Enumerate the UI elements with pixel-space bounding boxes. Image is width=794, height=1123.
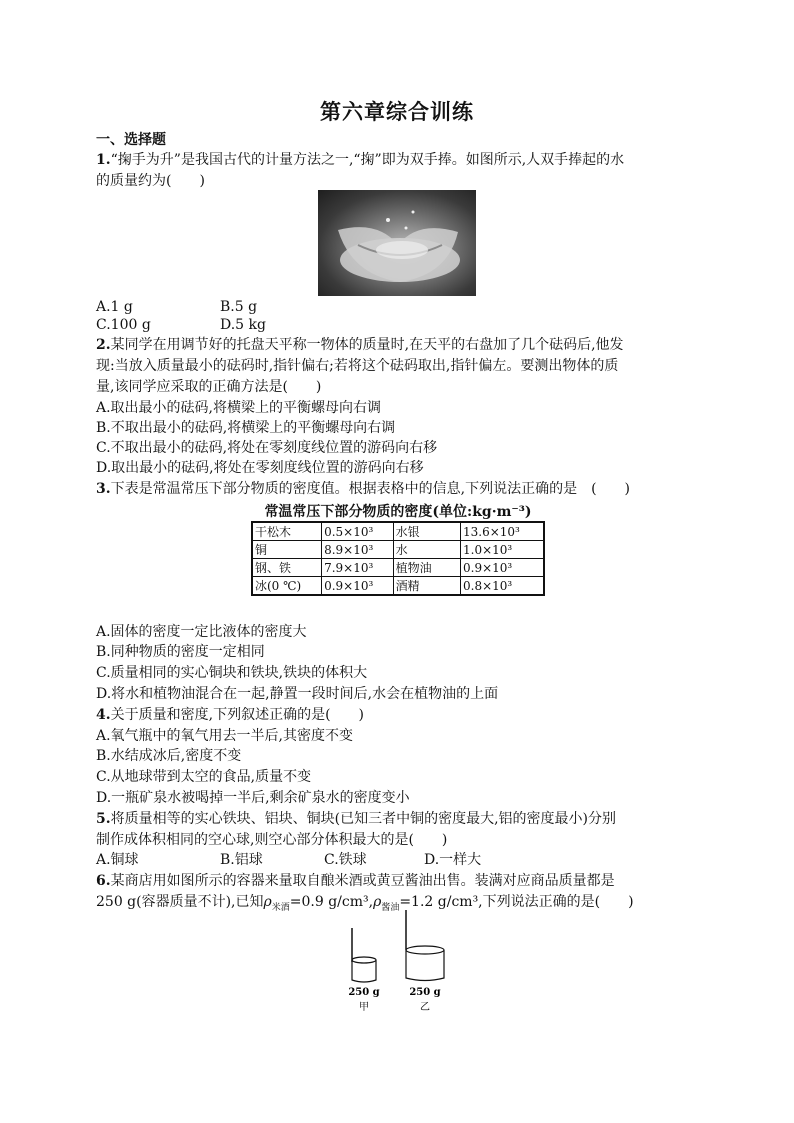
table-cell: 8.9×10³	[322, 541, 394, 559]
q2-number: 2.	[96, 337, 111, 353]
table-cell: 0.9×10³	[322, 577, 394, 596]
q3-stem-line1	[96, 479, 630, 499]
q4-option-c[interactable]: C.从地球带到太空的食品,质量不变	[96, 769, 312, 785]
table-cell: 水	[393, 541, 460, 559]
q1-option-b[interactable]: B.5 g	[220, 299, 258, 315]
right-container-name: 乙	[420, 1002, 430, 1013]
q1-stem-line1	[96, 150, 624, 170]
q4-option-a[interactable]: A.氧气瓶中的氧气用去一半后,其密度不变	[96, 728, 354, 744]
right-mass-label: 250 g	[409, 987, 441, 998]
table-cell: 1.0×10³	[461, 541, 545, 559]
table-cell: 0.5×10³	[322, 522, 394, 541]
q5-option-d[interactable]: D.一样大	[424, 852, 482, 868]
q2-text-line1: 某同学在用调节好的托盘天平称一物体的质量时,在天平的右盘加了几个砝码后,他发	[110, 337, 624, 353]
q1-text-line1: “掬手为升”是我国古代的计量方法之一,“掬”即为双手捧。如图所示,人双手捧起的水	[110, 152, 625, 168]
q2-option-c[interactable]: C.不取出最小的砝码,将处在零刻度线位置的游码向右移	[96, 440, 438, 456]
q4-option-d[interactable]: D.一瓶矿泉水被喝掉一半后,剩余矿泉水的密度变小	[96, 790, 410, 806]
q5-option-a[interactable]: A.铜球	[96, 852, 139, 868]
rho-value-rice-wine: =0.9 g/cm³,	[289, 894, 374, 910]
left-container-name: 甲	[359, 1002, 369, 1013]
right-container-rim	[406, 946, 444, 954]
q5-option-c[interactable]: C.铁球	[324, 852, 367, 868]
left-mass-label: 250 g	[348, 987, 380, 998]
cupped-hands-illustration	[318, 190, 476, 296]
table-cell: 13.6×10³	[461, 522, 545, 541]
q3-text-line1: 下表是常温常压下部分物质的密度值。根据表格中的信息,下列说法正确的是 ( )	[110, 481, 630, 497]
table-row	[252, 522, 544, 541]
table-cell: 植物油	[393, 559, 460, 577]
density-table	[251, 521, 545, 596]
q6-text-line2-a: 250 g(容器质量不计),已知	[96, 894, 264, 910]
rho-symbol: ρ	[263, 894, 272, 910]
table-row	[252, 541, 544, 559]
measuring-containers-figure	[340, 910, 460, 1020]
table-cell: 0.9×10³	[461, 559, 545, 577]
q1-option-a[interactable]: A.1 g	[96, 299, 133, 315]
page-title: 第六章综合训练	[320, 99, 474, 124]
rho-subscript-rice-wine: 米酒	[271, 902, 290, 913]
q3-option-d[interactable]: D.将水和植物油混合在一起,静置一段时间后,水会在植物油的上面	[96, 686, 499, 702]
q2-stem-line3: 量,该同学应采取的正确方法是( )	[96, 379, 322, 395]
rho-symbol: ρ	[373, 894, 382, 910]
table-row	[252, 577, 544, 596]
q6-text-line1: 某商店用如图所示的容器来量取自酿米酒或黄豆酱油出售。装满对应商品质量都是	[110, 873, 615, 889]
q2-stem-line2: 现:当放入质量最小的砝码时,指针偏右;若将这个砝码取出,指针偏左。要测出物体的质	[96, 358, 619, 374]
q4-text-line1: 关于质量和密度,下列叙述正确的是( )	[110, 707, 364, 723]
table-cell: 水银	[393, 522, 460, 541]
q3-number: 3.	[96, 481, 111, 497]
q5-stem-line2: 制作成体积相同的空心球,则空心部分体积最大的是( )	[96, 832, 448, 848]
q5-text-line1: 将质量相等的实心铁块、铝块、铜块(已知三者中铜的密度最大,铝的密度最小)分别	[110, 811, 616, 827]
q1-option-c[interactable]: C.100 g	[96, 317, 151, 333]
table-cell: 铜	[252, 541, 322, 559]
q6-stem-line1	[96, 871, 615, 891]
table-cell: 干松木	[252, 522, 322, 541]
q2-option-a[interactable]: A.取出最小的砝码,将横梁上的平衡螺母向右调	[96, 400, 382, 416]
q4-number: 4.	[96, 707, 111, 723]
q4-stem-line1	[96, 705, 364, 725]
table-cell: 酒精	[393, 577, 460, 596]
q1-option-d[interactable]: D.5 kg	[220, 317, 266, 333]
q2-stem-line1	[96, 335, 624, 355]
left-container-rim	[352, 957, 376, 963]
table-cell: 冰(0 ℃)	[252, 577, 322, 596]
q4-option-b[interactable]: B.水结成冰后,密度不变	[96, 748, 242, 764]
q5-stem-line1	[96, 809, 616, 829]
q3-option-a[interactable]: A.固体的密度一定比液体的密度大	[96, 624, 307, 640]
q3-option-c[interactable]: C.质量相同的实心铜块和铁块,铁块的体积大	[96, 665, 368, 681]
rho-subscript-soy-sauce: 酱油	[381, 902, 400, 913]
rho-value-soy-sauce: =1.2 g/cm³,	[399, 894, 483, 910]
q3-option-b[interactable]: B.同种物质的密度一定相同	[96, 644, 265, 660]
table-cell: 钢、铁	[252, 559, 322, 577]
q5-option-b[interactable]: B.铝球	[220, 852, 263, 868]
section-heading: 一、选择题	[96, 132, 166, 148]
density-table-caption: 常温常压下部分物质的密度(单位:kg·m⁻³)	[264, 504, 532, 520]
table-row	[252, 559, 544, 577]
q6-number: 6.	[96, 873, 111, 889]
q5-number: 5.	[96, 811, 111, 827]
q2-option-b[interactable]: B.不取出最小的砝码,将横梁上的平衡螺母向右调	[96, 420, 396, 436]
q2-option-d[interactable]: D.取出最小的砝码,将处在零刻度线位置的游码向右移	[96, 460, 424, 476]
table-cell: 0.8×10³	[461, 577, 545, 596]
table-cell: 7.9×10³	[322, 559, 394, 577]
q1-number: 1.	[96, 152, 111, 168]
cupped-hands-photo	[318, 190, 476, 296]
q1-stem-line2: 的质量约为( )	[96, 173, 205, 189]
q6-text-line2-b: 下列说法正确的是( )	[482, 894, 634, 910]
